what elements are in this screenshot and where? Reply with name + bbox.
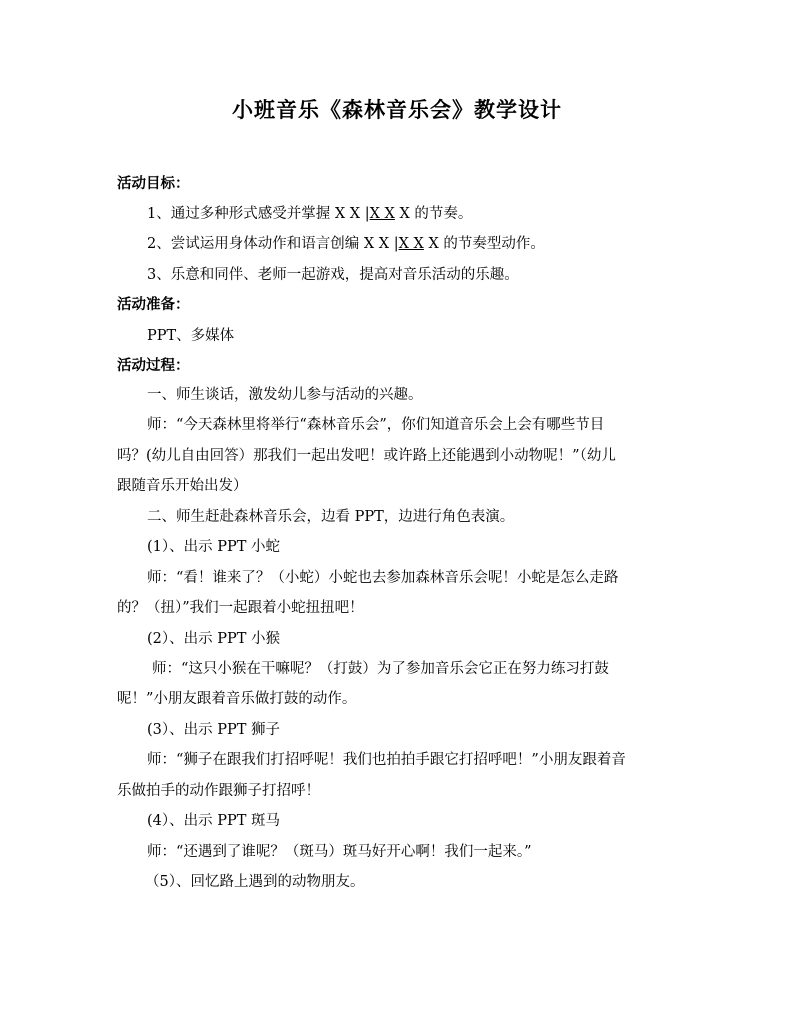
process-step-1: 一、师生谈话，激发幼儿参与活动的兴趣。 [147, 387, 423, 403]
process-dialogue-1-line-2: 吗？(幼儿自由回答）那我们一起出发吧！或许路上还能遇到小动物呢！”（幼儿 [117, 448, 616, 464]
process-heading: 活动过程： [117, 357, 190, 374]
sub-step-1-text-line-2: 的？（扭）”我们一起跟着小蛇扭扭吧！ [117, 600, 364, 616]
sub-step-3: (3）、出示 PPT 狮子 [147, 722, 281, 738]
goal-item-2 [147, 234, 707, 254]
goals-heading: 活动目标： [117, 175, 190, 192]
process-dialogue-1-line-1: 师：“今天森林里将举行“森林音乐会”，你们知道音乐会上会有哪些节目 [147, 417, 605, 433]
prep-text: PPT、多媒体 [147, 328, 235, 344]
sub-step-2-text-line-1: 师：“这只小猴在干嘛呢？（打鼓）为了参加音乐会它正在努力练习打鼓 [152, 661, 609, 677]
sub-step-3-text-line-1: 师：“狮子在跟我们打招呼呢！我们也拍拍手跟它打招呼吧！”小朋友跟着音 [147, 752, 626, 768]
prep-heading: 活动准备： [117, 296, 190, 313]
sub-step-4-text-line-1: 师：“还遇到了谁呢？（斑马）斑马好开心啊！我们一起来。” [147, 844, 532, 860]
sub-step-1: (1）、出示 PPT 小蛇 [147, 539, 281, 555]
sub-step-2: (2）、出示 PPT 小猴 [147, 631, 281, 647]
goal-item-3: 3、乐意和同伴、老师一起游戏，提高对音乐活动的乐趣。 [147, 267, 519, 283]
sub-step-3-text-line-2: 乐做拍手的动作跟狮子打招呼！ [117, 783, 320, 799]
sub-step-2-text-line-2: 呢！”小朋友跟着音乐做打鼓的动作。 [117, 691, 357, 707]
goal-2-suffix: X 的节奏型动作。 [423, 236, 545, 252]
goal-2-prefix: 2、尝试运用身体动作和语言创编 X X | [147, 236, 399, 252]
sub-step-5: （5）、回忆路上遇到的动物朋友。 [145, 874, 365, 890]
goal-1-rhythm-underlined: X X [369, 206, 395, 222]
process-dialogue-1-line-3: 跟随音乐开始出发） [117, 478, 248, 494]
document-title: 小班音乐《森林音乐会》教学设计 [232, 97, 562, 122]
goal-1-suffix: X 的节奏。 [394, 206, 473, 222]
goal-item-1 [147, 204, 707, 224]
sub-step-4: (4）、出示 PPT 斑马 [147, 813, 281, 829]
goal-2-rhythm-underlined: X X [398, 236, 424, 252]
goal-1-prefix: 1、通过多种形式感受并掌握 X X | [147, 206, 370, 222]
sub-step-1-text-line-1: 师：“看！谁来了？（小蛇）小蛇也去参加森林音乐会呢！小蛇是怎么走路 [147, 570, 619, 586]
process-step-2: 二、师生赶赴森林音乐会，边看 PPT，边进行角色表演。 [147, 509, 515, 525]
